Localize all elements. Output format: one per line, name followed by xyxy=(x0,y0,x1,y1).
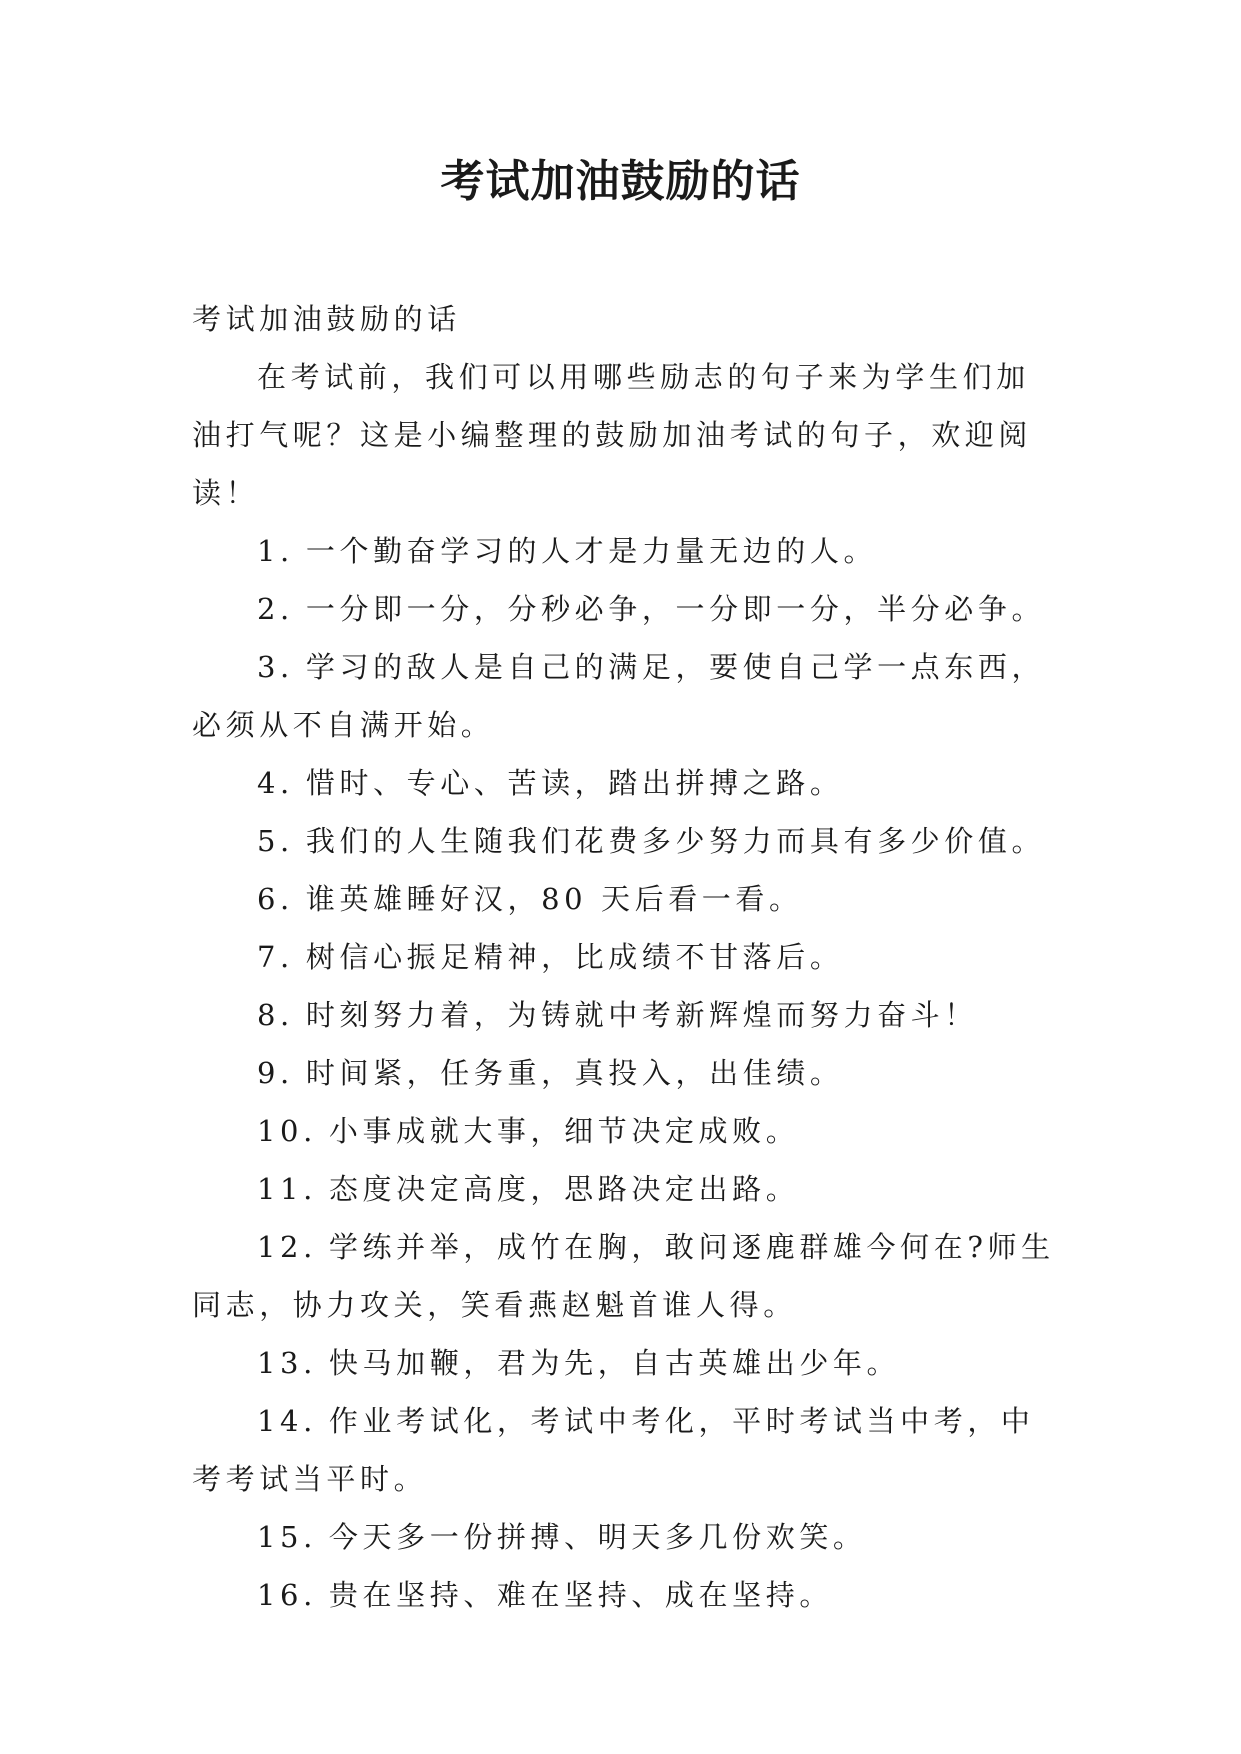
list-item xyxy=(192,1566,1058,1624)
item-number: 9. xyxy=(257,1056,294,1090)
item-number: 7. xyxy=(257,940,294,974)
item-number: 13. xyxy=(257,1346,317,1380)
item-number: 10. xyxy=(257,1114,317,1148)
item-text: 谁英雄睡好汉，80 天后看一看。 xyxy=(305,882,803,916)
list-item xyxy=(192,1102,1058,1160)
item-text: 学习的敌人是自己的满足，要使自己学一点东西，必须从不自满开始。 xyxy=(192,650,1046,742)
item-number: 8. xyxy=(257,998,294,1032)
item-number: 11. xyxy=(257,1172,317,1206)
document-subtitle: 考试加油鼓励的话 xyxy=(192,302,461,336)
item-text: 学练并举，成竹在胸，敢问逐鹿群雄今何在?师生同志，协力攻关，笑看燕赵魁首谁人得。 xyxy=(192,1230,1055,1322)
item-text: 今天多一份拼搏、明天多几份欢笑。 xyxy=(328,1520,867,1554)
item-text: 贵在坚持、难在坚持、成在坚持。 xyxy=(328,1578,833,1612)
list-item xyxy=(192,986,1058,1044)
item-text: 一个勤奋学习的人才是力量无边的人。 xyxy=(305,534,878,568)
list-item xyxy=(192,1044,1058,1102)
item-number: 3. xyxy=(257,650,294,684)
item-number: 1. xyxy=(257,534,294,568)
item-number: 14. xyxy=(257,1404,317,1438)
item-number: 6. xyxy=(257,882,294,916)
item-number: 5. xyxy=(257,824,294,858)
intro-paragraph: 在考试前，我们可以用哪些励志的句子来为学生们加油打气呢？这是小编整理的鼓励加油考试的句子，欢迎阅读！ xyxy=(192,360,1033,510)
item-text: 惜时、专心、苦读，踏出拼搏之路。 xyxy=(305,766,844,800)
item-text: 小事成就大事，细节决定成败。 xyxy=(328,1114,800,1148)
list-item xyxy=(192,1218,1058,1334)
item-number: 16. xyxy=(257,1578,317,1612)
item-text: 时刻努力着，为铸就中考新辉煌而努力奋斗！ xyxy=(305,998,978,1032)
item-text: 我们的人生随我们花费多少努力而具有多少价值。 xyxy=(305,824,1046,858)
document-title: 考试加油鼓励的话 xyxy=(440,156,801,207)
list-item xyxy=(192,928,1058,986)
document-body xyxy=(192,290,1058,1624)
item-text: 时间紧，任务重，真投入，出佳绩。 xyxy=(305,1056,844,1090)
list-item xyxy=(192,638,1058,754)
list-item xyxy=(192,1334,1058,1392)
item-number: 12. xyxy=(257,1230,317,1264)
list-item xyxy=(192,870,1058,928)
list-item xyxy=(192,580,1058,638)
item-text: 树信心振足精神，比成绩不甘落后。 xyxy=(305,940,844,974)
item-number: 2. xyxy=(257,592,294,626)
list-item xyxy=(192,812,1058,870)
item-number: 15. xyxy=(257,1520,317,1554)
item-text: 作业考试化，考试中考化，平时考试当中考，中考考试当平时。 xyxy=(192,1404,1035,1496)
list-item xyxy=(192,1160,1058,1218)
item-text: 快马加鞭，君为先，自古英雄出少年。 xyxy=(328,1346,901,1380)
list-item xyxy=(192,522,1058,580)
item-text: 一分即一分，分秒必争，一分即一分，半分必争。 xyxy=(305,592,1046,626)
list-item xyxy=(192,1508,1058,1566)
list-item xyxy=(192,754,1058,812)
item-text: 态度决定高度，思路决定出路。 xyxy=(328,1172,800,1206)
list-item xyxy=(192,1392,1058,1508)
item-number: 4. xyxy=(257,766,294,800)
